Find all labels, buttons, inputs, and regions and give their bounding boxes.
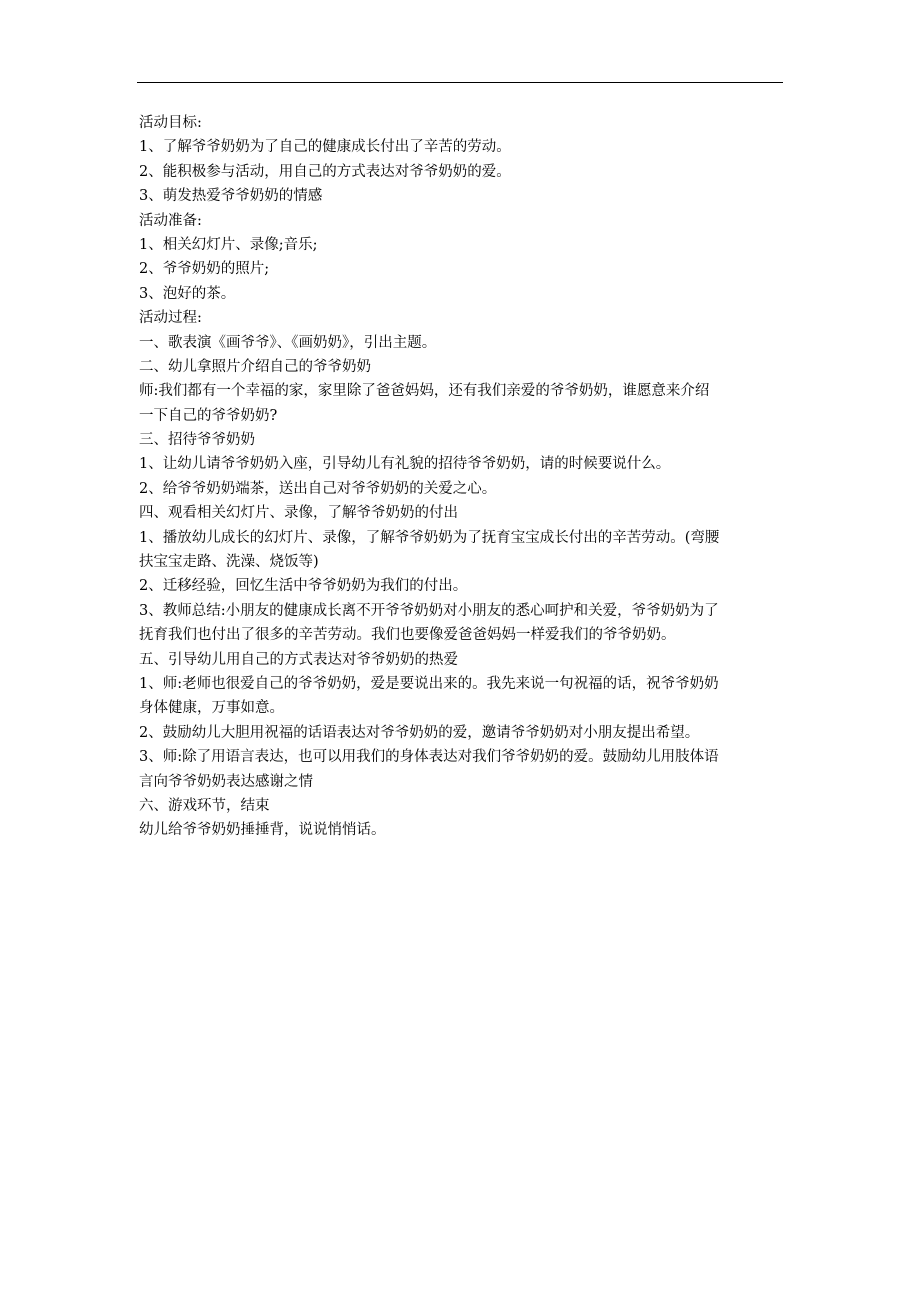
text-line: 1、相关幻灯片、录像;音乐; [139,236,318,253]
text-line: 一下自己的爷爷奶奶? [139,407,278,424]
text-line: 2、鼓励幼儿大胆用祝福的话语表达对爷爷奶奶的爱，邀请爷爷奶奶对小朋友提出希望。 [139,724,700,741]
document-body [139,111,785,843]
text-line: 2、能积极参与活动，用自己的方式表达对爷爷奶奶的爱。 [139,163,511,180]
section-heading-goals: 活动目标: [139,115,202,131]
text-line: 幼儿给爷爷奶奶捶捶背，说说悄悄话。 [139,822,386,839]
text-line: 四、观看相关幻灯片、录像，了解爷爷奶奶的付出 [139,505,458,522]
text-line: 抚育我们也付出了很多的辛苦劳动。我们也要像爱爸爸妈妈一样爱我们的爷爷奶奶。 [139,627,676,644]
text-line: 1、让幼儿请爷爷奶奶入座，引导幼儿有礼貌的招待爷爷奶奶，请的时候要说什么。 [139,456,671,473]
text-line: 3、师:除了用语言表达，也可以用我们的身体表达对我们爷爷奶奶的爱。鼓励幼儿用肢体语 [139,749,719,766]
text-line: 1、了解爷爷奶奶为了自己的健康成长付出了辛苦的劳动。 [139,139,511,156]
text-line: 身体健康，万事如意。 [139,700,284,717]
text-line: 3、萌发热爱爷爷奶奶的情感 [139,188,323,205]
text-line: 1、师:老师也很爱自己的爷爷奶奶，爱是要说出来的。我先来说一句祝福的话，祝爷爷奶奶 [139,675,719,692]
text-line: 3、教师总结:小朋友的健康成长离不开爷爷奶奶对小朋友的悉心呵护和关爱，爷爷奶奶为了 [139,602,719,619]
text-line: 三、招待爷爷奶奶 [139,432,255,449]
text-line: 一、歌表演《画爷爷》、《画奶奶》，引出主题。 [139,334,437,351]
header-rule [137,82,783,83]
text-line: 1、播放幼儿成长的幻灯片、录像，了解爷爷奶奶为了抚育宝宝成长付出的辛苦劳动。(弯腰 [139,529,720,546]
text-line: 五、引导幼儿用自己的方式表达对爷爷奶奶的热爱 [139,651,458,668]
text-line: 2、迁移经验，回忆生活中爷爷奶奶为我们的付出。 [139,578,468,595]
section-heading-preparation: 活动准备: [139,212,202,229]
section-heading-process: 活动过程: [139,310,202,327]
text-line: 言向爷爷奶奶表达感谢之情 [139,773,313,790]
text-line: 扶宝宝走路、洗澡、烧饭等) [139,554,319,571]
text-line: 3、泡好的茶。 [139,285,236,302]
text-line: 二、幼儿拿照片介绍自己的爷爷奶奶 [139,358,371,375]
text-line: 六、游戏环节，结束 [139,797,270,814]
text-line: 师:我们都有一个幸福的家，家里除了爸爸妈妈，还有我们亲爱的爷爷奶奶，谁愿意来介绍 [139,383,710,400]
text-line: 2、给爷爷奶奶端茶，送出自己对爷爷奶奶的关爱之心。 [139,480,497,497]
text-line: 2、爷爷奶奶的照片; [139,261,270,278]
